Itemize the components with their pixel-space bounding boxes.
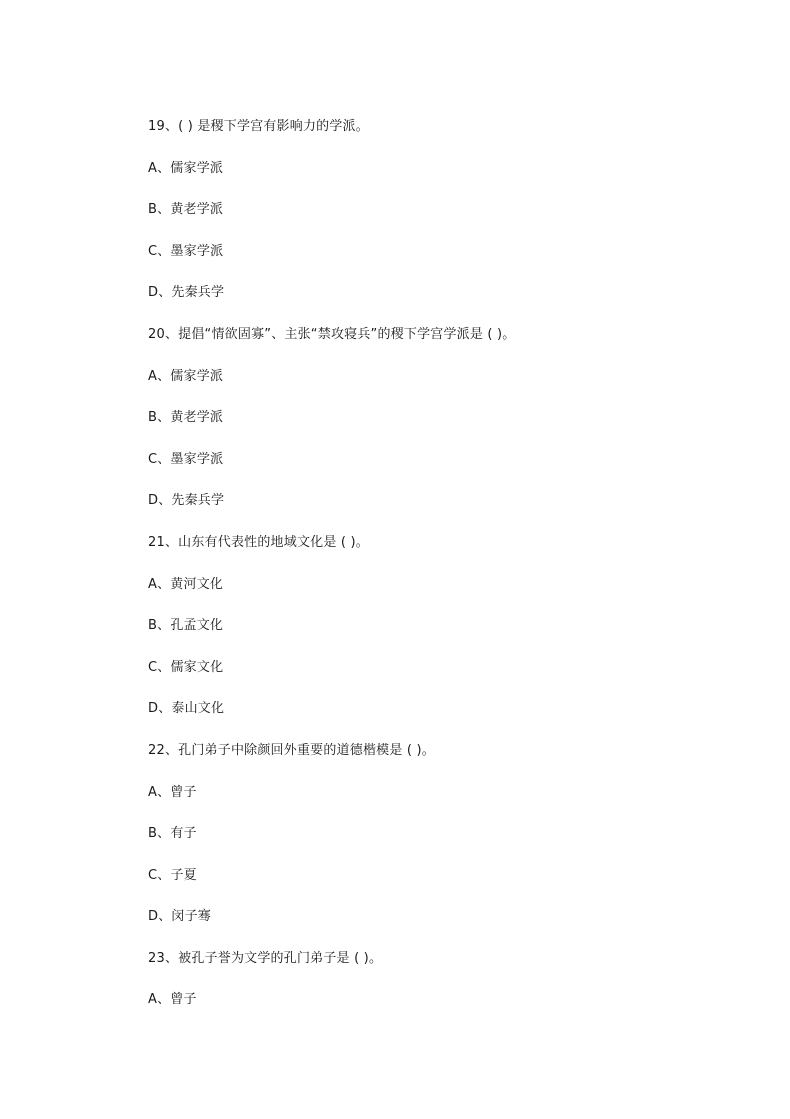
question-23-stem: 23、被孔子誉为文学的孔门弟子是 ( )。 [148,950,383,966]
question-21-option-b: B、孔孟文化 [148,618,224,634]
question-22-option-a: A、曾子 [148,784,197,800]
question-22-option-d: D、闵子骞 [148,909,212,925]
question-21-option-a: A、黄河文化 [148,576,224,592]
question-20-stem: 20、提倡“情欲固寡”、主张“禁攻寝兵”的稷下学宫学派是 ( )。 [148,326,516,342]
question-19-option-c: C、墨家学派 [148,243,224,259]
question-20-option-d: D、先秦兵学 [148,493,225,509]
question-19-option-d: D、先秦兵学 [148,285,225,301]
question-20-option-b: B、黄老学派 [148,410,224,426]
question-22-option-c: C、子夏 [148,867,197,883]
question-21-stem: 21、山东有代表性的地域文化是 ( )。 [148,534,369,550]
question-22-stem: 22、孔门弟子中除颜回外重要的道德楷模是 ( )。 [148,742,435,758]
question-21-option-d: D、泰山文化 [148,701,225,717]
question-19-stem: 19、( ) 是稷下学宫有影响力的学派。 [148,119,369,134]
question-23-option-a: A、曾子 [148,992,197,1008]
question-19-option-b: B、黄老学派 [148,202,224,218]
question-21-option-c: C、儒家文化 [148,659,224,675]
question-22-option-b: B、有子 [148,826,197,842]
question-19-option-a: A、儒家学派 [148,160,224,176]
question-20-option-a: A、儒家学派 [148,368,224,384]
question-list [148,116,748,1031]
question-20-option-c: C、墨家学派 [148,451,224,467]
